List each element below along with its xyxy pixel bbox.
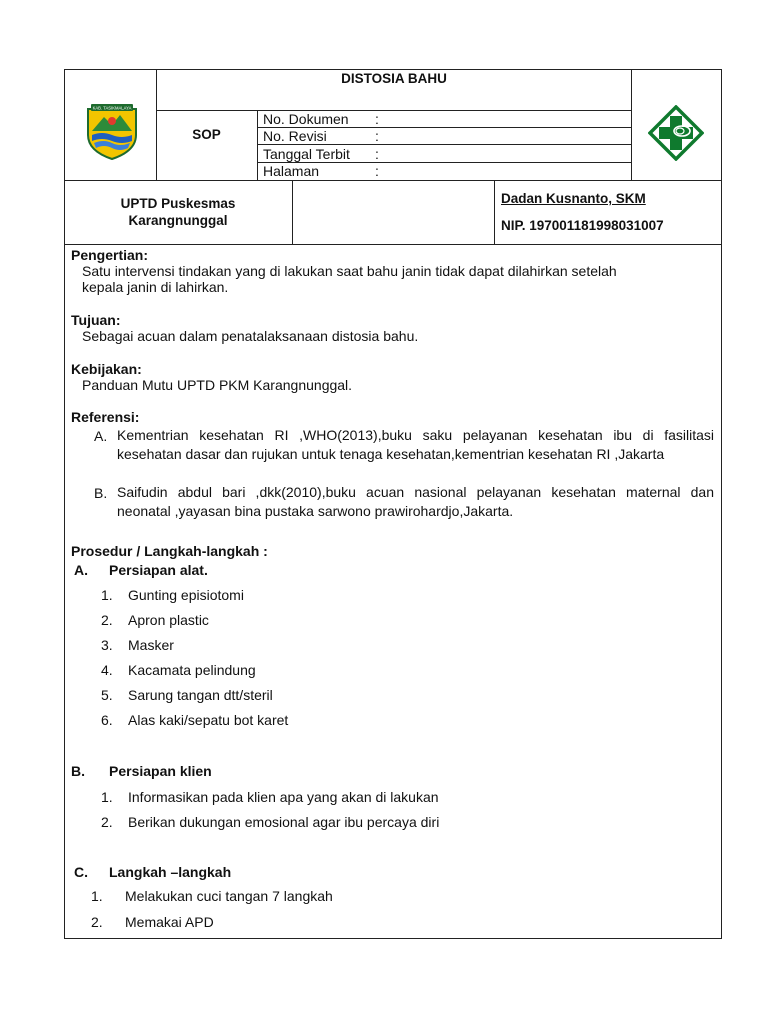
list-item-num: 2. [101,612,113,628]
list-item: Berikan dukungan emosional agar ibu percaya diri [128,814,440,830]
section-b-marker: B. [71,763,85,779]
field-no-dokumen-label: No. Dokumen [263,111,349,127]
document-title: DISTOSIA BAHU [341,71,447,86]
field-tanggal-terbit-sep: : [375,146,379,162]
list-item-num: 2. [101,814,113,830]
field-halaman-sep: : [375,163,379,179]
list-item: Sarung tangan dtt/steril [128,687,273,703]
section-c-title: Langkah –langkah [109,864,232,880]
referensi-item-b: Saifudin abdul bari ,dkk(2010),buku acuan nasional pelayanan kesehatan maternal dan neonatal ,yayasan bina pustaka sarwono prawirohardjo,Jakarta. [117,484,714,519]
list-item-num: 6. [101,712,113,728]
puskesmas-logo [648,105,704,161]
sop-label: SOP [192,127,221,142]
section-b-title: Persiapan klien [109,763,212,779]
field-tanggal-terbit-label: Tanggal Terbit [263,146,350,162]
pengertian-heading: Pengertian: [71,247,149,263]
signer-nip: NIP. 197001181998031007 [501,218,664,233]
list-item-num: 1. [91,888,103,904]
tujuan-text: Sebagai acuan dalam penatalaksanaan distosia bahu. [82,328,419,344]
list-item: Melakukan cuci tangan 7 langkah [125,888,333,904]
section-a-marker: A. [74,562,88,578]
list-item: Masker [128,637,174,653]
crest-ribbon-text: KAB. TASIKMALAYA [92,105,132,111]
list-item: Apron plastic [128,612,209,628]
referensi-item-a: Kementrian kesehatan RI ,WHO(2013),buku saku pelayanan kesehatan ibu di fasilitasi kesehatan dasar dan rujukan untuk tenaga kesehatan,kementrian kesehatan RI ,Jakarta [117,427,714,462]
signer-name: Dadan Kusnanto, SKM [501,191,646,206]
list-item: Memakai APD [125,914,214,930]
organization-name-line1: UPTD Puskesmas [120,196,236,211]
list-item-num: 1. [101,789,113,805]
field-halaman-label: Halaman [263,163,320,179]
section-c-marker: C. [74,864,88,880]
organization-name-line2: Karangnunggal [128,213,228,228]
pengertian-text-line2: kepala janin di lahirkan. [82,279,229,295]
list-item: Informasikan pada klien apa yang akan di lakukan [128,789,439,805]
field-no-revisi-sep: : [375,128,379,144]
prosedur-heading: Prosedur / Langkah-langkah : [71,543,268,559]
field-no-revisi-label: No. Revisi [263,128,327,144]
list-item-num: 5. [101,687,113,703]
list-item-num: 1. [101,587,113,603]
list-item-num: 2. [91,914,103,930]
list-item-num: 4. [101,662,113,678]
referensi-heading: Referensi: [71,409,140,425]
kebijakan-text: Panduan Mutu UPTD PKM Karangnunggal. [82,377,353,393]
pengertian-text-line1: Satu intervensi tindakan yang di lakukan saat bahu janin tidak dapat dilahirkan setelah [82,263,617,279]
tujuan-heading: Tujuan: [71,312,121,328]
list-item: Kacamata pelindung [128,662,256,678]
list-item: Alas kaki/sepatu bot karet [128,712,289,728]
list-item-num: 3. [101,637,113,653]
referensi-marker-b: B. [94,485,108,501]
section-a-title: Persiapan alat. [109,562,208,578]
field-no-dokumen-sep: : [375,111,379,127]
list-item: Gunting episiotomi [128,587,244,603]
referensi-marker-a: A. [94,428,108,444]
kebijakan-heading: Kebijakan: [71,361,142,377]
kabupaten-crest-logo [82,101,142,161]
